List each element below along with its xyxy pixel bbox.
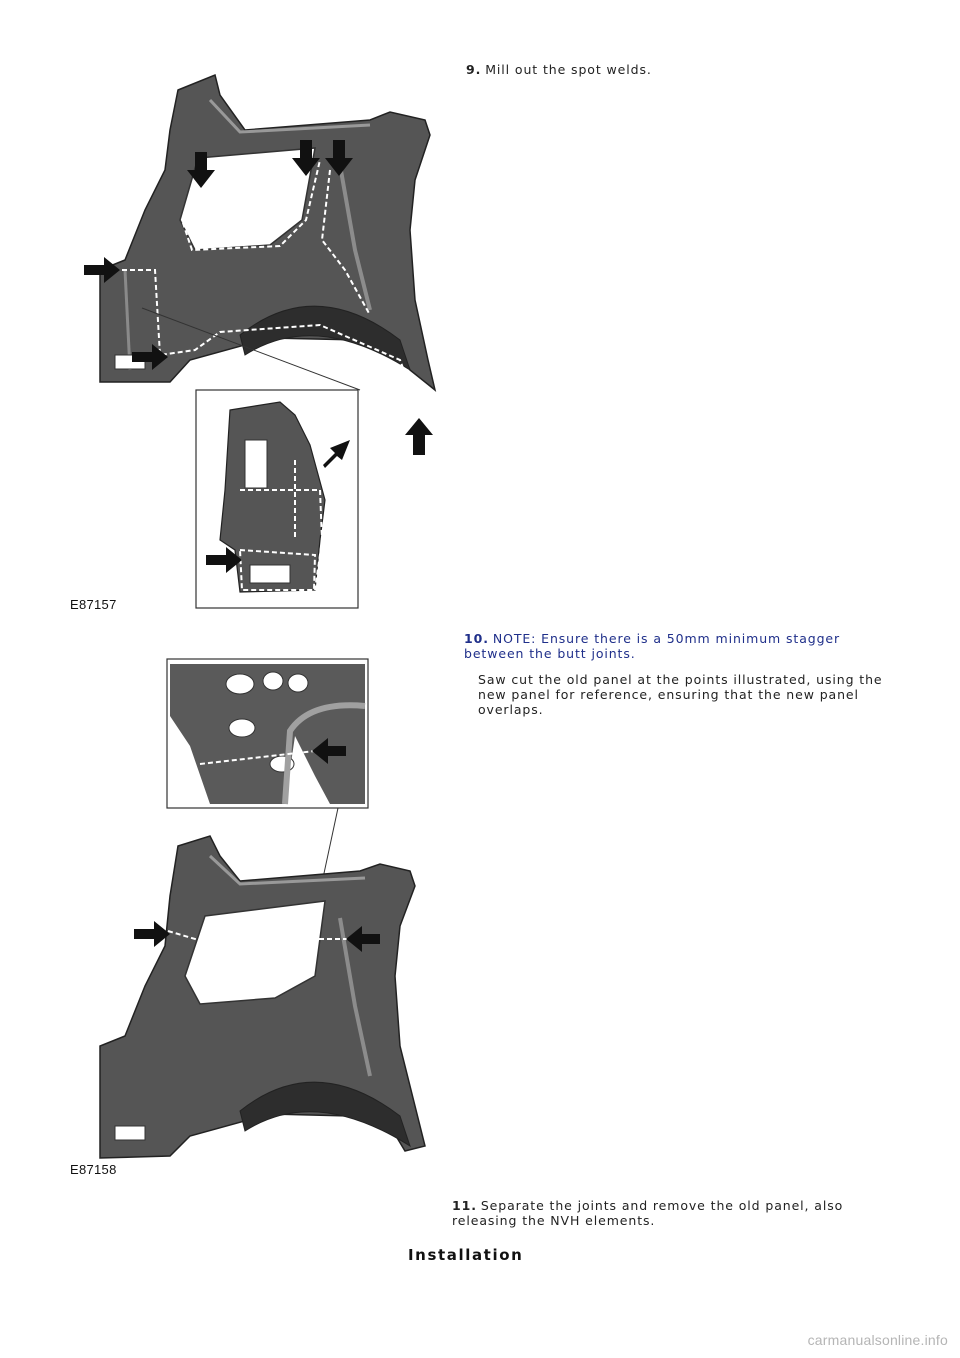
- step-11: [452, 1198, 892, 1228]
- figure-e87157: [70, 70, 440, 615]
- step-9: [466, 62, 906, 77]
- step-note: NOTE: Ensure there is a 50mm minimum stagger between the butt joints.: [464, 631, 841, 661]
- figure-label: E87157: [70, 597, 117, 612]
- step-text: Separate the joints and remove the old panel, also releasing the NVH elements.: [452, 1198, 844, 1228]
- arrow-up-icon: [405, 418, 433, 455]
- body-side-panel-illustration: [100, 836, 425, 1158]
- step-10: [464, 631, 894, 661]
- footer-watermark: carmanualsonline.info: [807, 1332, 948, 1348]
- step-number: 10.: [464, 631, 489, 646]
- figure-label: E87158: [70, 1162, 117, 1177]
- step-10-text: Saw cut the old panel at the points illustrated, using the new panel for reference, ensuring that the new panel overlaps.: [478, 672, 883, 717]
- step-number: 9.: [466, 62, 482, 77]
- step-number: 11.: [452, 1198, 477, 1213]
- step-text: Mill out the spot welds.: [485, 62, 652, 77]
- section-heading: Installation: [408, 1246, 524, 1264]
- figure-e87158: [70, 656, 440, 1180]
